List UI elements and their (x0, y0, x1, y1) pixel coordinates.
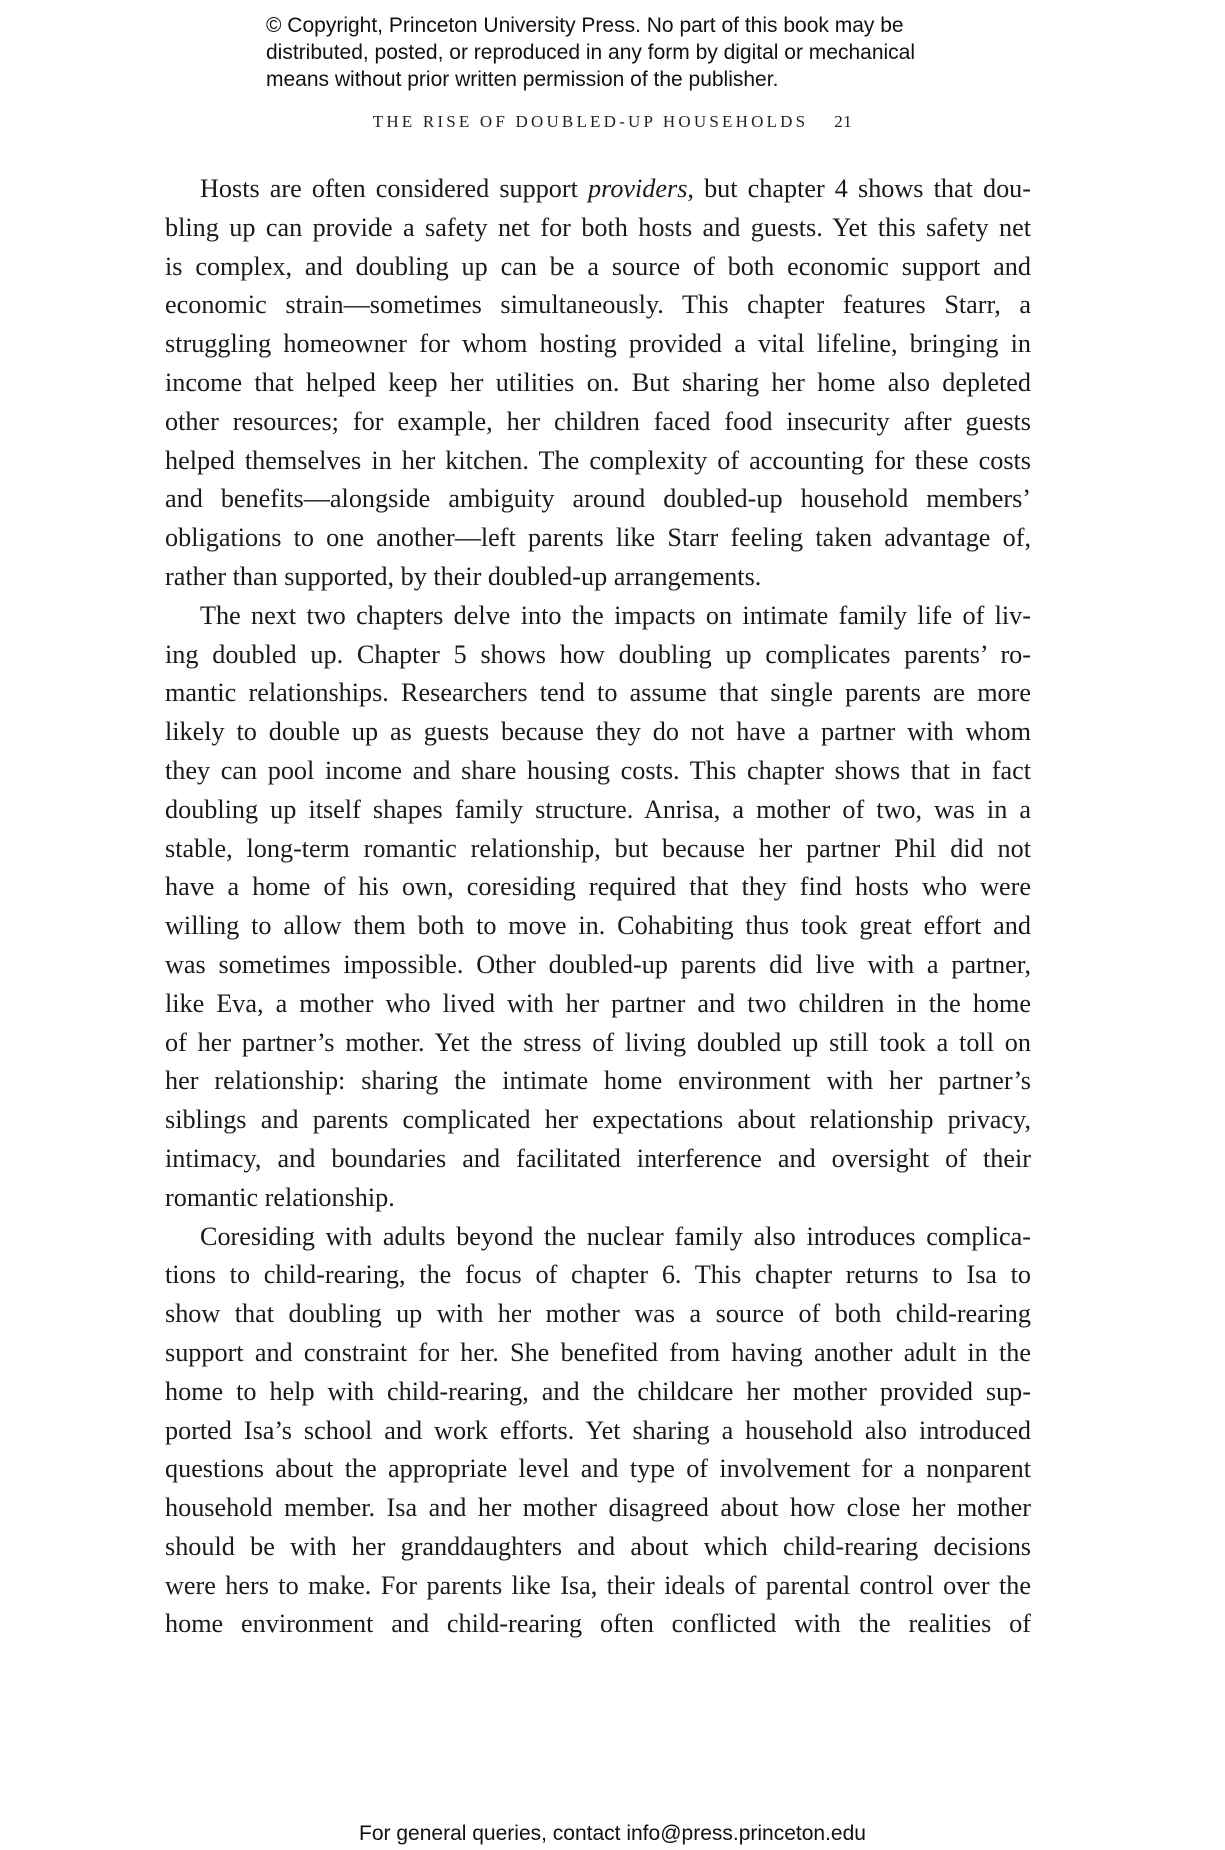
page-number: 21 (834, 112, 853, 131)
text-line: stable, long-term romantic relationship, but because her partner Phil did not (165, 833, 1031, 863)
text-line: household member. Isa and her mother disagreed about how close her mother (165, 1493, 1031, 1523)
text-line: The next two chapters delve into the impacts on intimate family life of liv- (200, 600, 1031, 630)
text-line: romantic relationship. (165, 1182, 395, 1212)
text-line: struggling homeowner for whom hosting provided a vital lifeline, bringing in (165, 329, 1031, 359)
text-line: helped themselves in her kitchen. The complexity of accounting for these costs (165, 445, 1031, 475)
text-line: were hers to make. For parents like Isa, their ideals of parental control over the (165, 1570, 1031, 1600)
text-line: ported Isa’s school and work efforts. Yet sharing a household also introduced (165, 1415, 1031, 1445)
paragraph (165, 597, 1031, 1218)
copyright-notice (266, 12, 1026, 93)
text-line: intimacy, and boundaries and facilitated interference and oversight of their (165, 1143, 1031, 1173)
text-line: home to help with child-rearing, and the childcare her mother provided sup- (165, 1376, 1031, 1406)
paragraph (165, 1218, 1031, 1645)
text-line: her relationship: sharing the intimate home environment with her partner’s (165, 1066, 1031, 1096)
text-line: they can pool income and share housing costs. This chapter shows that in fact (165, 755, 1031, 785)
copyright-line: means without prior written permission of the publisher. (266, 68, 779, 91)
text-line: siblings and parents complicated her expectations about relationship privacy, (165, 1105, 1031, 1135)
text-line: likely to double up as guests because they do not have a partner with whom (165, 717, 1031, 747)
text-line: other resources; for example, her children faced food insecurity after guests (165, 406, 1031, 436)
text-line: home environment and child-rearing often conflicted with the realities of (165, 1609, 1031, 1639)
text-line: tions to child-rearing, the focus of chapter 6. This chapter returns to Isa to (165, 1260, 1031, 1290)
text-line: is complex, and doubling up can be a source of both economic support and (165, 251, 1031, 281)
body-text (165, 170, 1031, 1644)
text-line: support and constraint for her. She benefited from having another adult in the (165, 1337, 1031, 1367)
copyright-line: © Copyright, Princeton University Press. No part of this book may be (266, 14, 904, 37)
text-line: show that doubling up with her mother was a source of both child-rearing (165, 1299, 1031, 1329)
text-line: was sometimes impossible. Other doubled-up parents did live with a partner, (165, 949, 1031, 979)
footer-contact: For general queries, contact info@press.princeton.edu (359, 1822, 866, 1845)
text-line: doubling up itself shapes family structure. Anrisa, a mother of two, was in a (165, 794, 1031, 824)
text-line: mantic relationships. Researchers tend to assume that single parents are more (165, 678, 1031, 708)
copyright-line: distributed, posted, or reproduced in any form by digital or mechanical (266, 41, 916, 64)
emphasis: providers (588, 174, 688, 203)
text-line: should be with her granddaughters and about which child-rearing decisions (165, 1531, 1031, 1561)
text-line: ing doubled up. Chapter 5 shows how doubling up complicates parents’ ro- (165, 639, 1031, 669)
text-line: bling up can provide a safety net for both hosts and guests. Yet this safety net (165, 212, 1031, 242)
running-head (0, 112, 1225, 132)
text-line: of her partner’s mother. Yet the stress of living doubled up still took a toll on (165, 1027, 1031, 1057)
text-line: like Eva, a mother who lived with her partner and two children in the home (165, 988, 1031, 1018)
paragraph (165, 170, 1031, 597)
text-line: willing to allow them both to move in. Cohabiting thus took great effort and (165, 911, 1031, 941)
text-line: economic strain—sometimes simultaneously. This chapter features Starr, a (165, 290, 1031, 320)
text-line: questions about the appropriate level and type of involvement for a nonparent (165, 1454, 1031, 1484)
text-line: Coresiding with adults beyond the nuclear family also introduces complica- (200, 1221, 1031, 1251)
text-line: rather than supported, by their doubled-up arrangements. (165, 561, 762, 591)
running-head-title: THE RISE OF DOUBLED-UP HOUSEHOLDS (372, 112, 809, 131)
text-line: have a home of his own, coresiding required that they find hosts who were (165, 872, 1031, 902)
text-line: and benefits—alongside ambiguity around doubled-up household members’ (165, 484, 1031, 514)
text-line: Hosts are often considered support providers, but chapter 4 shows that dou- (200, 174, 1031, 203)
text-line: income that helped keep her utilities on. But sharing her home also depleted (165, 367, 1031, 397)
text-line: obligations to one another—left parents like Starr feeling taken advantage of, (165, 523, 1031, 553)
